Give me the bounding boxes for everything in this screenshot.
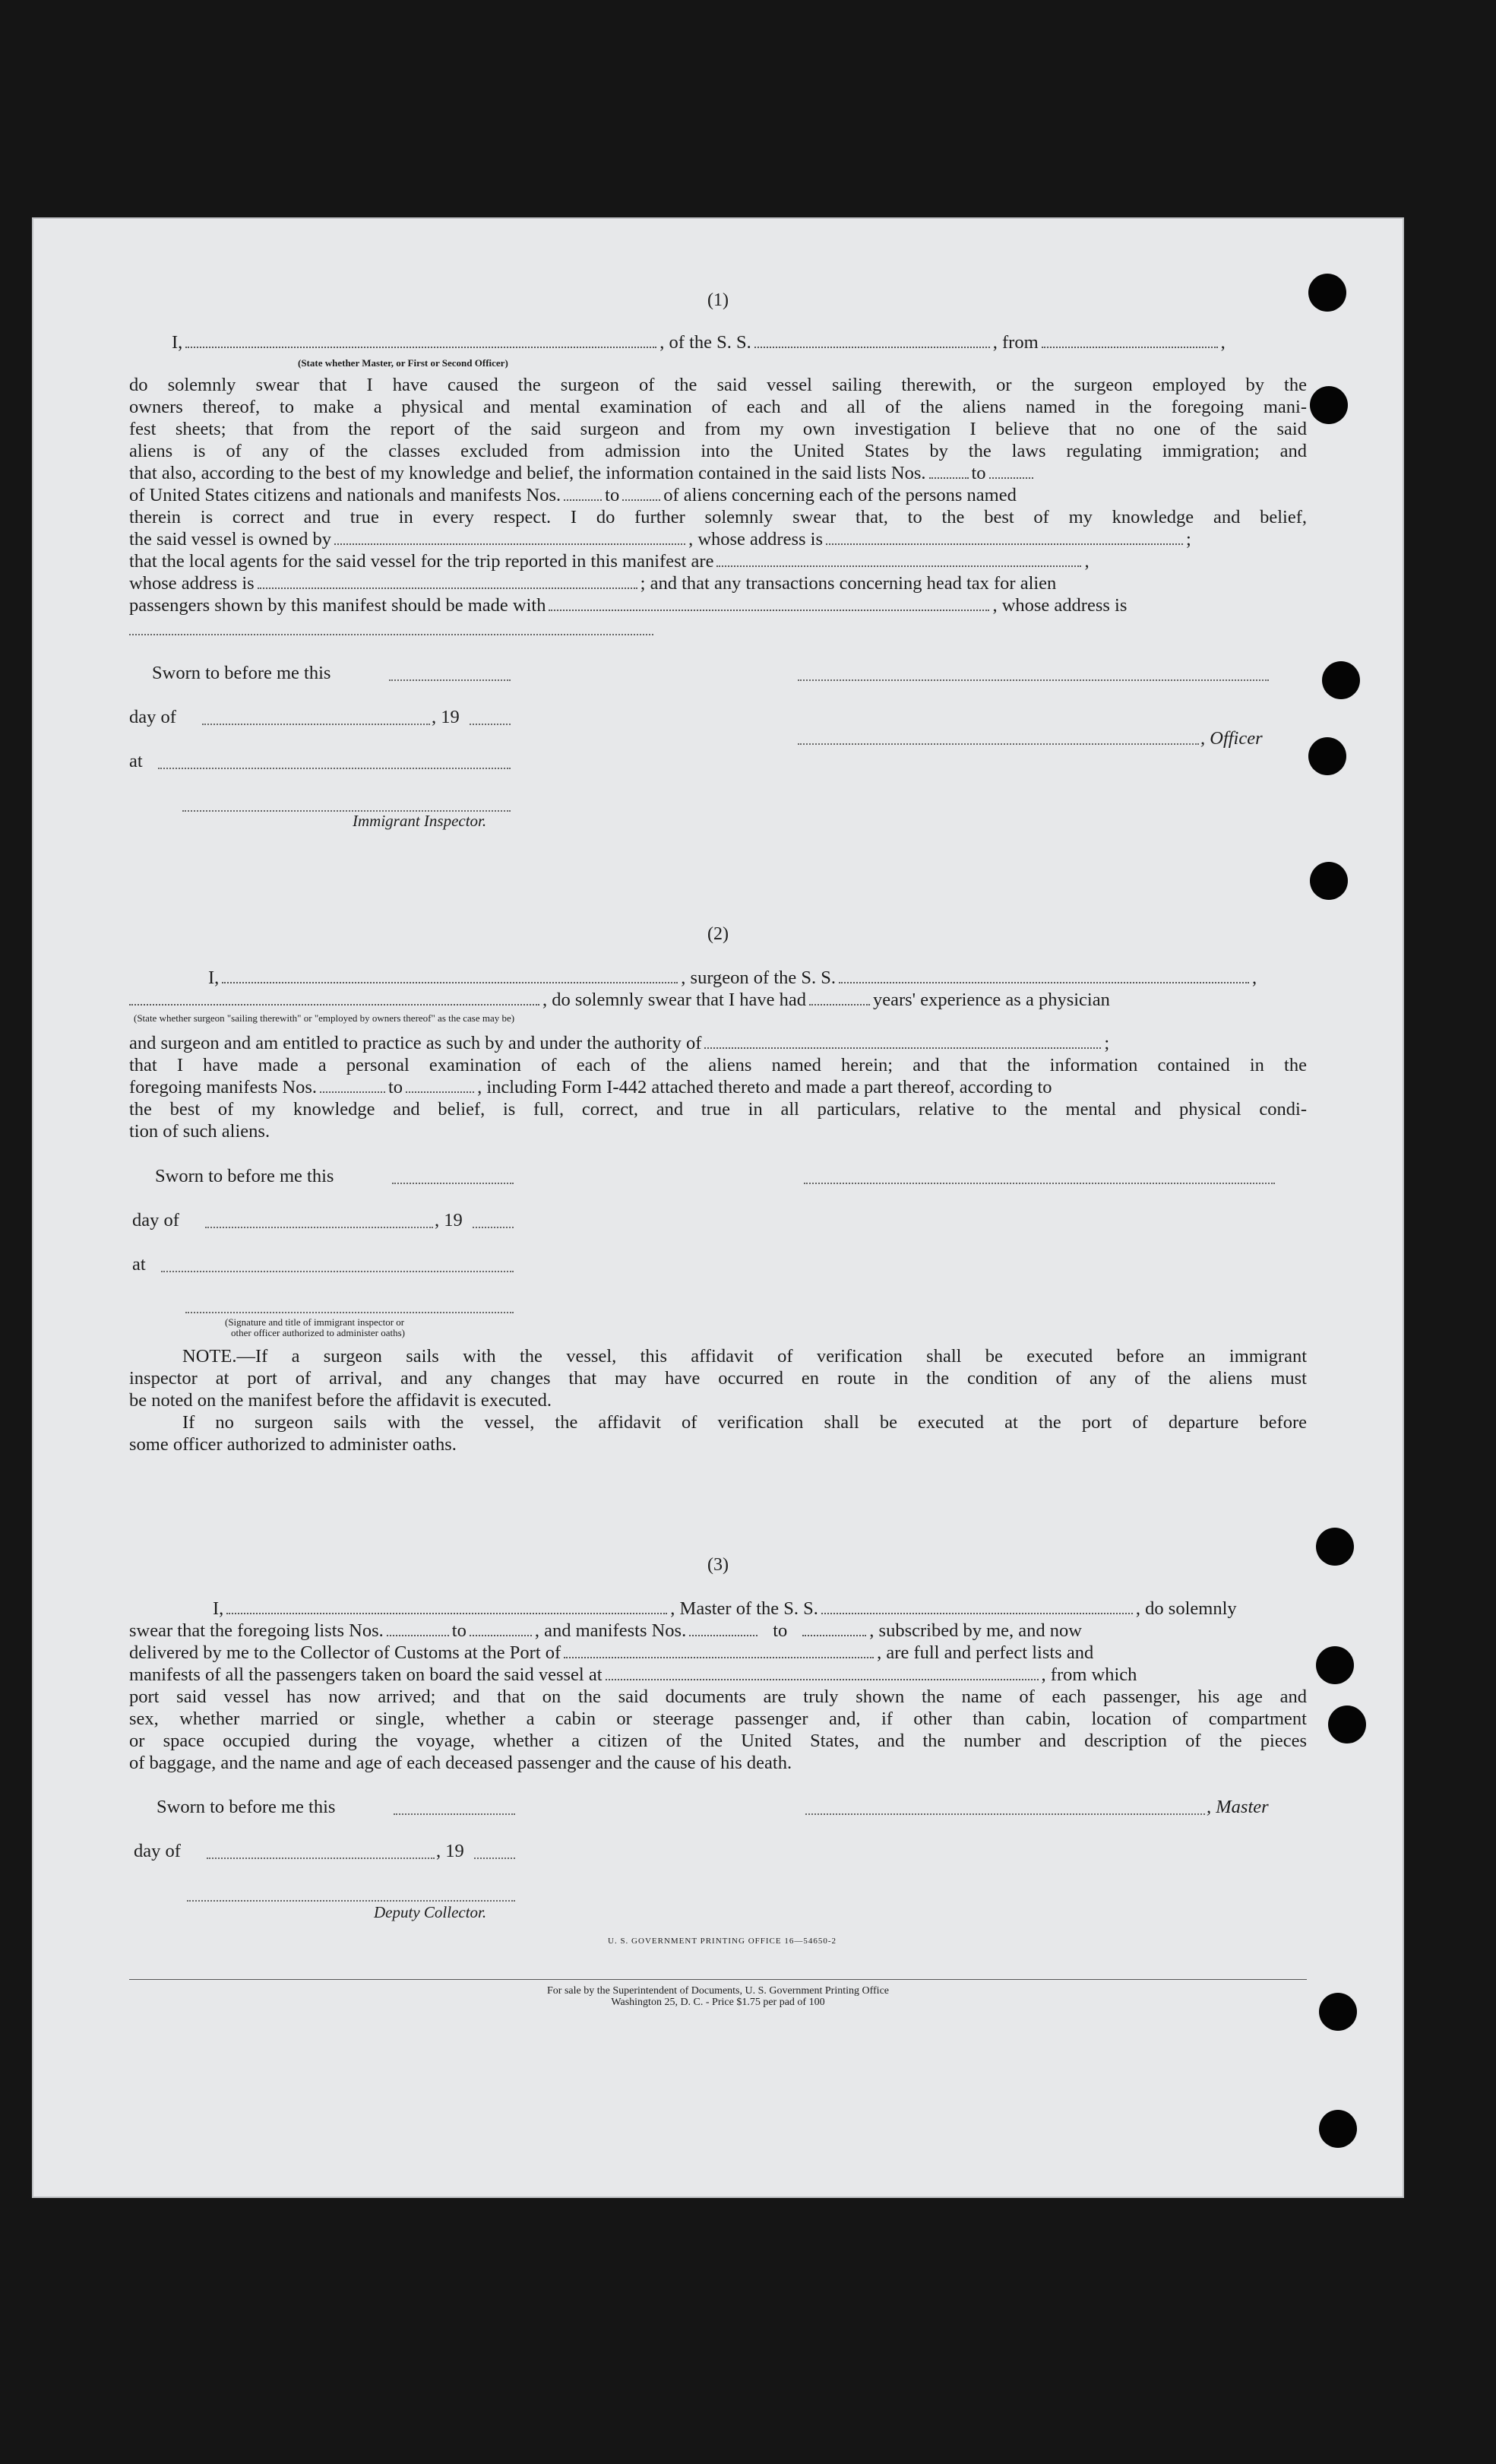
embark-port-blank[interactable] bbox=[606, 1665, 1039, 1680]
punch-hole bbox=[1319, 2110, 1357, 2148]
master-name-blank[interactable] bbox=[185, 333, 656, 348]
s2-line-1: I, , surgeon of the S. S. , bbox=[208, 968, 1257, 988]
s2-line-3: and surgeon and am entitled to practice as such by and under the authority of ; bbox=[129, 1033, 1110, 1053]
s2-line-5: foregoing manifests Nos. to , including Form I-442 attached thereto and made a part thereof, according to bbox=[129, 1077, 1052, 1097]
vessel-name-blank[interactable] bbox=[754, 333, 990, 348]
s2-manifests-from-blank[interactable] bbox=[320, 1078, 385, 1093]
customs-port-blank[interactable] bbox=[564, 1643, 874, 1658]
s2-line-7: tion of such aliens. bbox=[129, 1121, 270, 1142]
owner-blank[interactable] bbox=[334, 530, 685, 545]
head-tax-blank[interactable] bbox=[549, 596, 989, 611]
s2-year: , 19 bbox=[435, 1210, 463, 1230]
s3-line-3: delivered by me to the Collector of Customs at the Port of , are full and perfect lists and bbox=[129, 1642, 1094, 1663]
s2-year-blank[interactable] bbox=[473, 1227, 514, 1228]
s1-line-7: therein is correct and true in every respect. I do further solemnly swear that, to the best of my knowledge and belief, bbox=[129, 507, 1307, 527]
s1-at-blank[interactable] bbox=[158, 768, 511, 769]
s1-sworn-date-blank[interactable] bbox=[389, 679, 511, 681]
punch-hole bbox=[1308, 737, 1346, 775]
punch-hole bbox=[1328, 1705, 1366, 1743]
sale-line-2: Washington 25, D. C. - Price $1.75 per pad of 100 bbox=[611, 1997, 825, 2008]
s1-body-2: owners thereof, to make a physical and mental examination of each and all of the aliens named in the foregoing mani- bbox=[129, 397, 1307, 417]
s2-at: at bbox=[132, 1254, 146, 1275]
punch-hole bbox=[1316, 1646, 1354, 1684]
s2-at-blank[interactable] bbox=[161, 1271, 514, 1272]
s1-body-4: aliens is of any of the classes excluded from admission into the United States by the laws regulating immigration; and bbox=[129, 441, 1307, 461]
s1-signature-blank[interactable] bbox=[798, 679, 1269, 681]
s2-sig-note-2: other officer authorized to administer oaths) bbox=[231, 1327, 405, 1338]
s3-master-signature-blank[interactable] bbox=[805, 1813, 1205, 1815]
years-experience-blank[interactable] bbox=[809, 990, 870, 1006]
s3-deputy-label: Deputy Collector. bbox=[374, 1903, 487, 1921]
s1-line-8: the said vessel is owned by , whose address is ; bbox=[129, 529, 1191, 549]
s3-vessel-blank[interactable] bbox=[821, 1599, 1133, 1614]
s2-line-6: the best of my knowledge and belief, is full, correct, and true in all particulars, relative to the mental and physical condi- bbox=[129, 1099, 1307, 1120]
surgeon-name-blank[interactable] bbox=[222, 968, 678, 983]
s1-year: , 19 bbox=[432, 707, 460, 727]
s2-day-of: day of bbox=[132, 1210, 179, 1230]
address-continuation-rule[interactable] bbox=[129, 634, 653, 635]
s2-sworn: Sworn to before me this bbox=[155, 1166, 334, 1186]
s1-officer-blank[interactable] bbox=[798, 743, 1199, 745]
s1-line-10: whose address is ; and that any transactions concerning head tax for alien bbox=[129, 573, 1057, 594]
s3-master-label: , Master bbox=[1207, 1797, 1269, 1817]
s1-line-5: that also, according to the best of my knowledge and belief, the information contained in the said lists Nos. to bbox=[129, 462, 1307, 484]
agents-address-blank[interactable] bbox=[258, 574, 637, 589]
note-line-3: be noted on the manifest before the affidavit is executed. bbox=[129, 1390, 552, 1411]
surgeon-status-blank[interactable] bbox=[129, 990, 539, 1006]
s3-line-1: I, , Master of the S. S. , do solemnly bbox=[213, 1598, 1237, 1619]
punch-hole bbox=[1310, 862, 1348, 900]
s1-day-blank[interactable] bbox=[202, 724, 430, 725]
s2-sworn-date-blank[interactable] bbox=[392, 1183, 514, 1184]
s2-manifests-to-blank[interactable] bbox=[406, 1078, 474, 1093]
s2-day-blank[interactable] bbox=[205, 1227, 433, 1228]
note-line-4: If no surgeon sails with the vessel, the affidavit of verification shall be executed at the port of departure before bbox=[182, 1412, 1307, 1433]
punch-hole bbox=[1319, 1993, 1357, 2031]
s3-day-blank[interactable] bbox=[207, 1858, 435, 1859]
s2-vessel-blank[interactable] bbox=[839, 968, 1249, 983]
s2-line-4: that I have made a personal examination of each of the aliens named herein; and that the information contained in the bbox=[129, 1055, 1307, 1075]
from-port-blank[interactable] bbox=[1042, 333, 1218, 348]
manifests-from-blank[interactable] bbox=[564, 486, 602, 501]
s2-sig-note-1: (Signature and title of immigrant inspector or bbox=[225, 1316, 405, 1328]
lists-from-blank[interactable] bbox=[929, 464, 969, 479]
s1-line-9: that the local agents for the said vessel for the trip reported in this manifest are , bbox=[129, 551, 1090, 572]
s3-year: , 19 bbox=[436, 1841, 464, 1861]
s3-lists-to-blank[interactable] bbox=[470, 1621, 532, 1636]
punch-hole bbox=[1316, 1528, 1354, 1566]
section-3-number: (3) bbox=[707, 1555, 729, 1575]
s3-body-4: of baggage, and the name and age of each deceased passenger and the cause of his death. bbox=[129, 1753, 792, 1773]
owner-address-blank[interactable] bbox=[826, 530, 1183, 545]
punch-hole bbox=[1308, 274, 1346, 312]
s3-line-2: swear that the foregoing lists Nos. to , and manifests Nos. to , subscribed by me, and now bbox=[129, 1620, 1082, 1641]
s3-deputy-signature-blank[interactable] bbox=[187, 1900, 515, 1902]
punch-hole bbox=[1310, 386, 1348, 424]
s3-lists-from-blank[interactable] bbox=[387, 1621, 449, 1636]
s3-day-of: day of bbox=[134, 1841, 181, 1861]
s1-day-of: day of bbox=[129, 707, 176, 727]
agents-blank[interactable] bbox=[716, 552, 1081, 567]
footer-rule bbox=[129, 1979, 1307, 1980]
note-line-5: some officer authorized to administer oaths. bbox=[129, 1434, 457, 1455]
s2-inspector-signature-blank[interactable] bbox=[185, 1312, 514, 1313]
manifests-to-blank[interactable] bbox=[622, 486, 660, 501]
sale-line-1: For sale by the Superintendent of Documents, U. S. Government Printing Office bbox=[547, 1985, 889, 1997]
authority-blank[interactable] bbox=[704, 1034, 1101, 1049]
lists-to-blank[interactable] bbox=[989, 464, 1033, 479]
s3-body-2: sex, whether married or single, whether a cabin or steerage passenger and, if other than cabin, location of compartment bbox=[129, 1709, 1307, 1729]
s1-at: at bbox=[129, 751, 143, 771]
s1-year-blank[interactable] bbox=[470, 724, 511, 725]
surgeon-note: (State whether surgeon "sailing therewith" or "employed by owners thereof" as the case may be) bbox=[134, 1012, 515, 1024]
section-2-number: (2) bbox=[707, 924, 729, 944]
s1-sworn: Sworn to before me this bbox=[152, 663, 331, 683]
s3-sworn: Sworn to before me this bbox=[157, 1797, 336, 1817]
s1-body-1: do solemnly swear that I have caused the surgeon of the said vessel sailing therewith, or the surgeon employed by the bbox=[129, 375, 1307, 395]
s1-officer-label: , Officer bbox=[1200, 728, 1263, 749]
s1-inspector-label: Immigrant Inspector. bbox=[353, 812, 487, 830]
s3-year-blank[interactable] bbox=[474, 1858, 515, 1859]
punch-hole bbox=[1322, 661, 1360, 699]
s3-manifests-from-blank[interactable] bbox=[689, 1621, 757, 1636]
s1-line-1: I, , of the S. S. , from , bbox=[172, 332, 1226, 353]
note-line-1: NOTE.—If a surgeon sails with the vessel, this affidavit of verification shall be executed before an immigrant bbox=[182, 1346, 1307, 1367]
s3-line-4: manifests of all the passengers taken on board the said vessel at , from which bbox=[129, 1664, 1137, 1685]
s2-line-2: , do solemnly swear that I have had years' experience as a physician bbox=[129, 989, 1307, 1011]
note-line-2: inspector at port of arrival, and any changes that may have occurred en route in the condition of any of the aliens must bbox=[129, 1368, 1307, 1389]
s3-body-3: or space occupied during the voyage, whether a citizen of the United States, and the number and description of the pieces bbox=[129, 1731, 1307, 1751]
s1-line-11: passengers shown by this manifest should be made with , whose address is bbox=[129, 595, 1128, 616]
form-page bbox=[32, 217, 1404, 2198]
section-1-number: (1) bbox=[707, 290, 729, 310]
s3-body-1: port said vessel has now arrived; and that on the said documents are truly shown the name of each passenger, his age and bbox=[129, 1686, 1307, 1707]
printer-line: U. S. GOVERNMENT PRINTING OFFICE 16—54650-2 bbox=[608, 1937, 837, 1946]
s3-sworn-date-blank[interactable] bbox=[394, 1813, 515, 1815]
s2-signature-blank[interactable] bbox=[804, 1183, 1275, 1184]
s1-body-3: fest sheets; that from the report of the said surgeon and from my own investigation I believe that no one of the said bbox=[129, 419, 1307, 439]
s3-master-name-blank[interactable] bbox=[226, 1599, 667, 1614]
s3-manifests-to-blank[interactable] bbox=[802, 1621, 866, 1636]
s1-line-6: of United States citizens and nationals and manifests Nos. to of aliens concerning each of the persons named bbox=[129, 485, 1017, 505]
master-note: (State whether Master, or First or Second Officer) bbox=[298, 357, 508, 369]
